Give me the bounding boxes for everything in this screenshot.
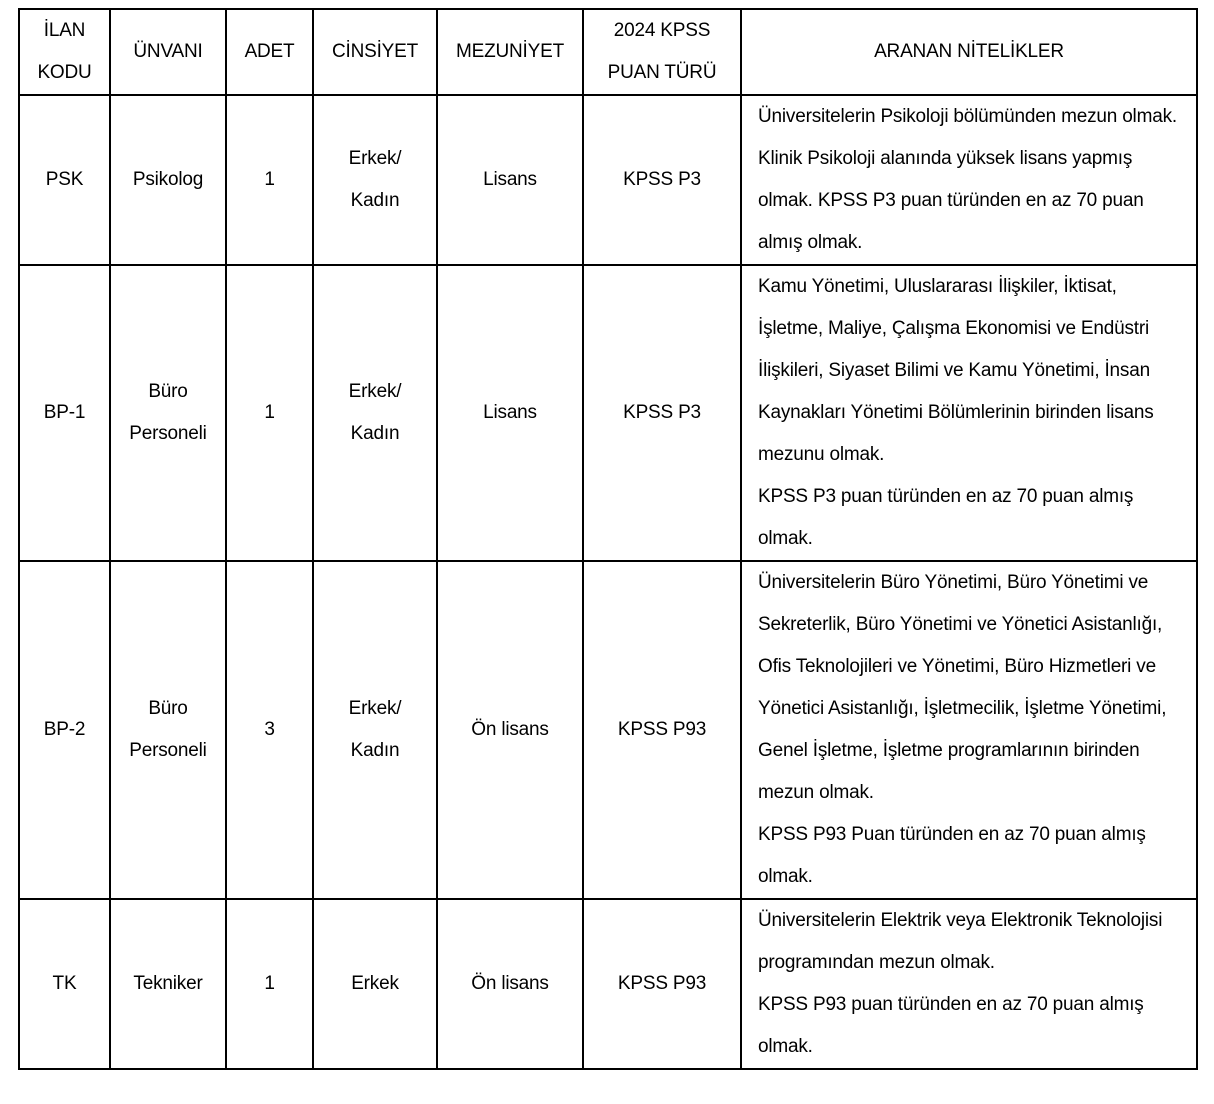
header-score-line1: 2024 KPSS <box>613 20 711 41</box>
gender-line2: Kadın <box>350 423 400 444</box>
cell-graduation: Ön lisans <box>437 899 583 1069</box>
requirement-text: Üniversitelerin Psikoloji bölümünden mezun olmak. Klinik Psikoloji alanında yüksek lisans yapmış olmak. KPSS P3 puan türünden en az 70 puan almış olmak. <box>758 106 1177 253</box>
cell-count: 3 <box>226 561 313 899</box>
table-row <box>19 561 1197 899</box>
requirement-score-text: KPSS P3 puan türünden en az 70 puan almış olmak. <box>758 486 1134 549</box>
requirement-score-text: KPSS P93 puan türünden en az 70 puan almış olmak. <box>758 994 1144 1057</box>
cell-code: BP-1 <box>19 265 110 561</box>
cell-requirements <box>741 95 1197 265</box>
cell-graduation: Ön lisans <box>437 561 583 899</box>
cell-title <box>110 265 226 561</box>
cell-count: 1 <box>226 265 313 561</box>
header-count: ADET <box>226 9 313 95</box>
header-listing-code <box>19 9 110 95</box>
table-row <box>19 95 1197 265</box>
cell-code: TK <box>19 899 110 1069</box>
cell-graduation: Lisans <box>437 95 583 265</box>
cell-title: Tekniker <box>110 899 226 1069</box>
gender-line1: Erkek/ <box>348 381 402 402</box>
cell-requirements <box>741 561 1197 899</box>
title-line2: Personeli <box>129 423 207 444</box>
cell-count: 1 <box>226 95 313 265</box>
table-header-row <box>19 9 1197 95</box>
requirement-text: Kamu Yönetimi, Uluslararası İlişkiler, İktisat, İşletme, Maliye, Çalışma Ekonomisi ve Endüstri İlişkileri, Siyaset Bilimi ve Kamu Yönetimi, İnsan Kaynakları Yönetimi Bölümlerinin birinden lisans mezunu olmak. <box>758 276 1154 465</box>
cell-score-type: KPSS P93 <box>583 561 741 899</box>
header-requirements: ARANAN NİTELİKLER <box>741 9 1197 95</box>
table-row <box>19 899 1197 1069</box>
cell-graduation: Lisans <box>437 265 583 561</box>
cell-gender: Erkek <box>313 899 437 1069</box>
requirement-text: Üniversitelerin Büro Yönetimi, Büro Yönetimi ve Sekreterlik, Büro Yönetimi ve Yönetici Asistanlığı, Ofis Teknolojileri ve Yönetimi, Büro Hizmetleri ve Yönetici Asistanlığı, İşletmecilik, İşletme Yönetimi, Genel İşletme, İşletme programlarının birinden mezun olmak. <box>758 572 1167 803</box>
table-row <box>19 265 1197 561</box>
gender-line1: Erkek/ <box>348 698 402 719</box>
header-score-type <box>583 9 741 95</box>
cell-title <box>110 561 226 899</box>
header-code-line1: İLAN <box>43 20 86 41</box>
cell-count: 1 <box>226 899 313 1069</box>
header-title: ÜNVANI <box>110 9 226 95</box>
title-line1: Büro <box>148 698 188 719</box>
cell-requirements <box>741 265 1197 561</box>
cell-score-type: KPSS P93 <box>583 899 741 1069</box>
cell-requirements <box>741 899 1197 1069</box>
header-gender: CİNSİYET <box>313 9 437 95</box>
gender-line2: Kadın <box>350 740 400 761</box>
title-line2: Personeli <box>129 740 207 761</box>
cell-code: BP-2 <box>19 561 110 899</box>
header-code-line2: KODU <box>37 62 92 83</box>
cell-gender <box>313 95 437 265</box>
cell-score-type: KPSS P3 <box>583 265 741 561</box>
header-score-line2: PUAN TÜRÜ <box>607 62 717 83</box>
cell-title: Psikolog <box>110 95 226 265</box>
job-listing-table <box>18 8 1198 1070</box>
cell-gender <box>313 265 437 561</box>
gender-line1: Erkek/ <box>348 148 402 169</box>
cell-gender <box>313 561 437 899</box>
cell-code: PSK <box>19 95 110 265</box>
requirement-score-text: KPSS P93 Puan türünden en az 70 puan almış olmak. <box>758 824 1146 887</box>
title-line1: Büro <box>148 381 188 402</box>
header-graduation: MEZUNİYET <box>437 9 583 95</box>
gender-line2: Kadın <box>350 190 400 211</box>
requirement-text: Üniversitelerin Elektrik veya Elektronik Teknolojisi programından mezun olmak. <box>758 910 1163 973</box>
cell-score-type: KPSS P3 <box>583 95 741 265</box>
